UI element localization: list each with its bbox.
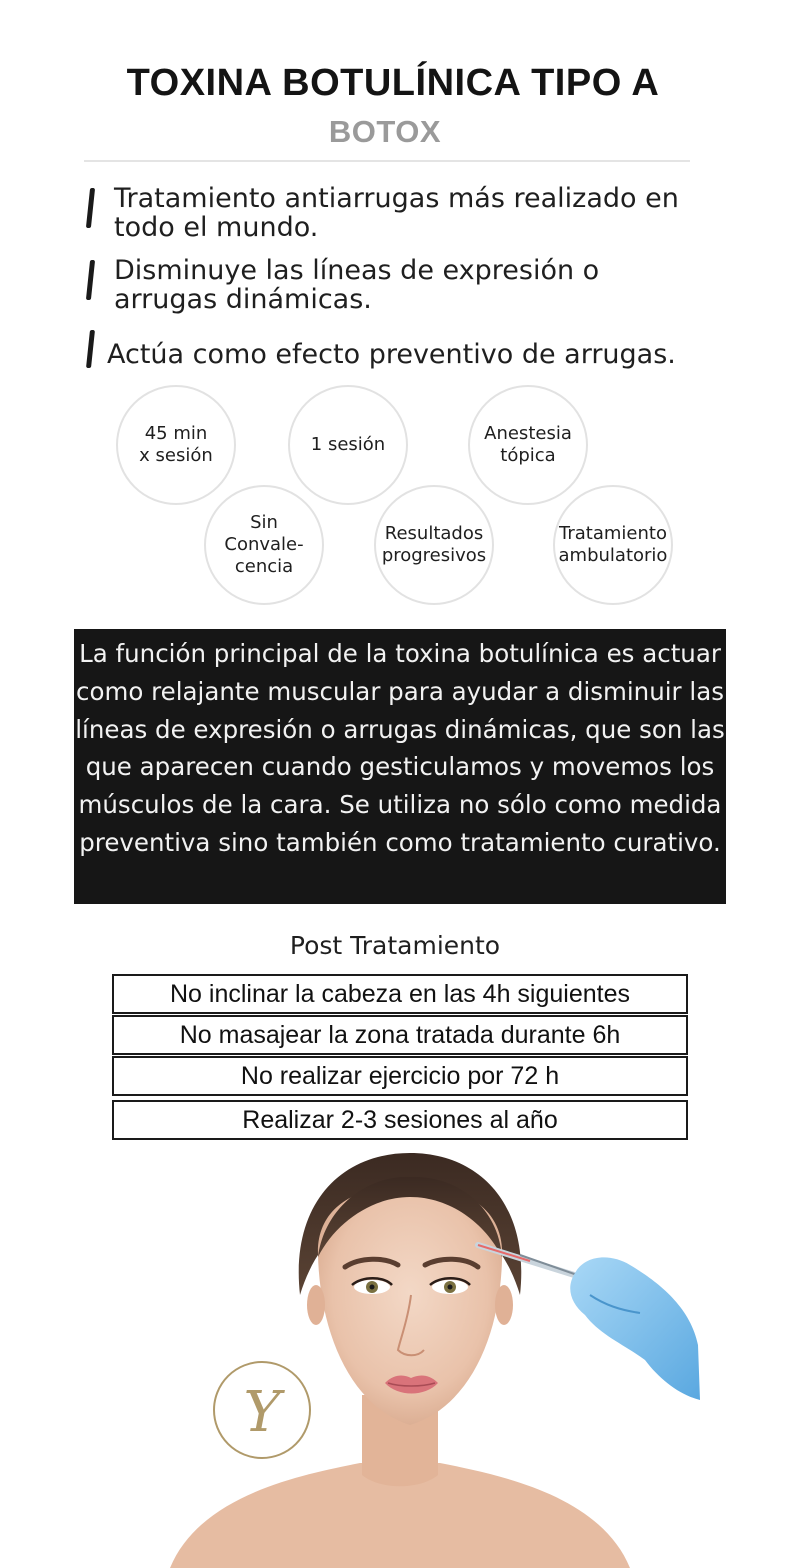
feature-duration: 45 min x sesión: [116, 385, 236, 505]
bullet-item-2: Disminuye las líneas de expresión o arrugas dinámicas.: [114, 255, 600, 315]
bullet-marker: [86, 260, 95, 300]
feature-sessions: 1 sesión: [288, 385, 408, 505]
page-subtitle: BOTOX: [328, 114, 442, 149]
bullet-item-1: Tratamiento antiarrugas más realizado en todo el mundo.: [114, 183, 679, 243]
post-treatment-title: Post Tratamiento: [289, 931, 501, 960]
divider: [84, 160, 690, 162]
description-text: La función principal de la toxina botulínica es actuar como relajante muscular para ayudar a disminuir las líneas de expresión o arrugas dinámicas, que son las que aparecen cuando gesticulamos y movemos los músculos de la cara. Se utiliza no sólo como medida preventiva sino también como tratamiento curativo.: [75, 639, 725, 857]
feature-recovery: Sin Convale- cencia: [204, 485, 324, 605]
brand-logo: [214, 1362, 310, 1458]
description-box: [74, 629, 726, 904]
bullet-marker: [86, 330, 95, 368]
feature-anesthesia: Anestesia tópica: [468, 385, 588, 505]
bullet-marker: [86, 188, 95, 228]
post-treatment-item: No realizar ejercicio por 72 h: [112, 1056, 688, 1096]
feature-results: Resultados progresivos: [374, 485, 494, 605]
bullet-item-3: Actúa como efecto preventivo de arrugas.: [107, 339, 676, 370]
svg-text:Y: Y: [243, 1380, 281, 1445]
page-title: TOXINA BOTULÍNICA TIPO A: [126, 62, 660, 104]
feature-ambulatory: Tratamiento ambulatorio: [553, 485, 673, 605]
treatment-photo: [0, 1145, 800, 1568]
post-treatment-item: No masajear la zona tratada durante 6h: [112, 1015, 688, 1055]
post-treatment-item: No inclinar la cabeza en las 4h siguientes: [112, 974, 688, 1014]
post-treatment-item: Realizar 2-3 sesiones al año: [112, 1100, 688, 1140]
